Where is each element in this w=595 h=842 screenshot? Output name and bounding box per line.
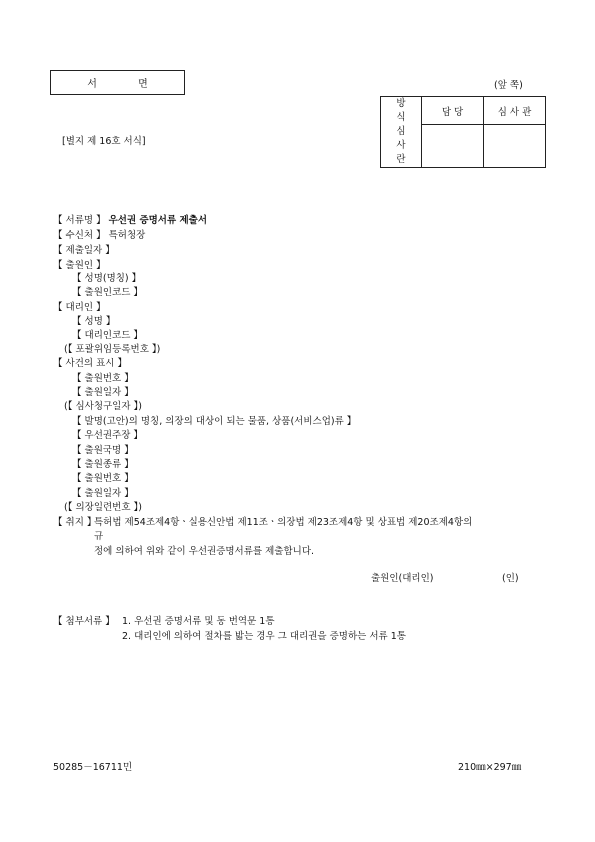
seal-mark: (인) [502, 573, 519, 584]
page-side-note: (앞 쪽) [494, 80, 523, 91]
applicant-name: 【 성명(명칭) 】 [72, 273, 142, 284]
recipient-value: 특허청장 [108, 230, 146, 241]
approval-cell-staff[interactable] [422, 125, 484, 168]
form-number: [별지 제 16호 서식] [62, 136, 146, 147]
footer-code: 50285－16711민 [53, 762, 133, 773]
approval-col-staff: 담 당 [422, 97, 484, 125]
purpose-label: 【 취지 】 [53, 517, 97, 528]
footer-paper-size: 210㎜×297㎜ [458, 762, 522, 773]
case-application-number: 【 출원번호 】 [72, 373, 134, 384]
submit-date: 【 제출일자 】 [53, 245, 115, 256]
priority-claim: 【 우선권주장 】 [72, 430, 143, 441]
case-indication: 【 사건의 표시 】 [53, 358, 127, 369]
agent-code: 【 대리인코드 】 [72, 330, 143, 341]
attachments-label: 【 첨부서류 】 [53, 616, 115, 627]
recipient-row [53, 227, 145, 241]
form-title: 서 면 [87, 79, 148, 90]
recipient-label: 【 수신처 】 [53, 230, 106, 241]
approval-col-examiner: 심 사 관 [484, 97, 546, 125]
doc-name-value: 우선권 증명서류 제출서 [108, 215, 207, 226]
priority-type: 【 출원종류 】 [72, 459, 134, 470]
attachment-1: 1. 우선권 증명서류 및 동 번역문 1통 [122, 616, 275, 627]
priority-application-number: 【 출원번호 】 [72, 473, 134, 484]
applicant: 【 출원인 】 [53, 260, 106, 271]
approval-table [380, 96, 546, 168]
design-serial-number: (【 의장일련번호 】) [64, 502, 143, 513]
case-application-date: 【 출원일자 】 [72, 387, 134, 398]
priority-country: 【 출원국명 】 [72, 445, 134, 456]
doc-name-row [53, 212, 207, 226]
attachment-2: 2. 대리인에 의하여 절차를 밟는 경우 그 대리권을 증명하는 서류 1통 [122, 631, 406, 642]
purpose-row [53, 514, 96, 528]
purpose-line-1b: 규 [94, 531, 104, 542]
agent: 【 대리인 】 [53, 302, 106, 313]
approval-cell-examiner[interactable] [484, 125, 546, 168]
form-title-box [50, 70, 185, 95]
purpose-line-1: 특허법 제54조제4항ㆍ실용신안법 제11조ㆍ의장법 제23조제4항 및 상표법 제20조제4항의 [94, 517, 473, 528]
agent-registration: (【 포괄위임등록번호 】) [64, 344, 161, 355]
approval-vertical-label: 방 식 심 사 란 [381, 97, 422, 168]
case-invention-title: 【 발명(고안)의 명칭, 의장의 대상이 되는 물품, 상품(서비스업)류 】 [72, 416, 357, 427]
case-exam-request-date: (【 심사청구일자 】) [64, 401, 143, 412]
purpose-line-2: 정에 의하여 위와 같이 우선권증명서류를 제출합니다. [94, 546, 315, 557]
priority-application-date: 【 출원일자 】 [72, 488, 134, 499]
applicant-code: 【 출원인코드 】 [72, 287, 143, 298]
signer-label: 출원인(대리인) [371, 573, 434, 584]
agent-name: 【 성명 】 [72, 316, 116, 327]
doc-name-label: 【 서류명 】 [53, 215, 106, 226]
